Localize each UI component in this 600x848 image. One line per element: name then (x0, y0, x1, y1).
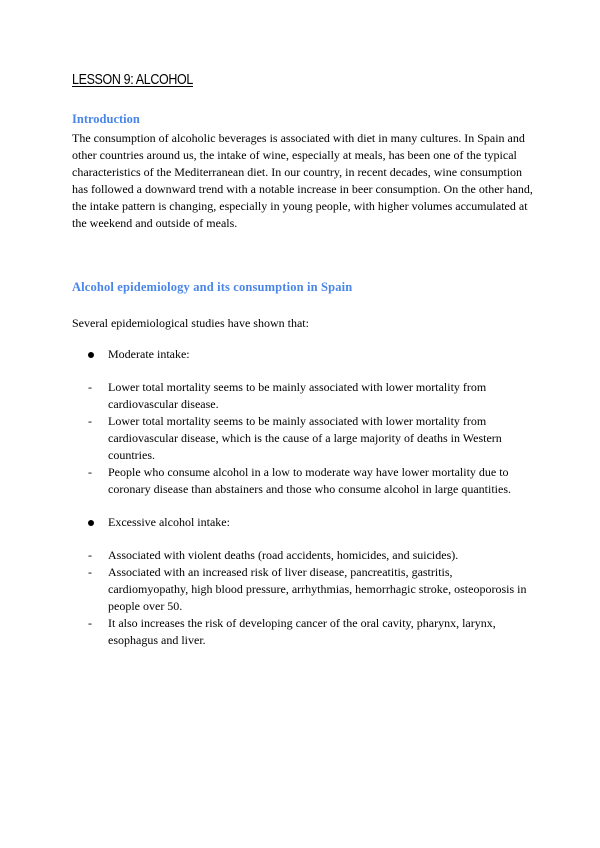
bullet-icon (88, 520, 94, 526)
introduction-paragraph: The consumption of alcoholic beverages is associated with diet in many cultures. In Spain and other countries around us, the intake of wine, especially at meals, has been one of the typical characteristics of the Mediterranean diet. In our country, in recent decades, wine consumption has followed a downward trend with a notable increase in beer consumption. On the other hand, the intake pattern is changing, especially in young people, with higher volumes accumulated at the weekend and outside of meals. (72, 131, 533, 230)
list-item (88, 547, 528, 564)
dash-marker: - (88, 616, 92, 630)
epidemiology-lead: Several epidemiological studies have shown that: (72, 316, 309, 330)
section-heading-epidemiology: Alcohol epidemiology and its consumption in Spain (72, 280, 353, 294)
list-item-text: Lower total mortality seems to be mainly associated with lower mortality from cardiovascular disease, which is the cause of a large majority of deaths in Western countries. (108, 414, 502, 462)
list-item-text: Lower total mortality seems to be mainly associated with lower mortality from cardiovascular disease. (108, 380, 487, 411)
list-item (88, 615, 528, 649)
list-item (88, 379, 528, 413)
excessive-intake-list (88, 547, 528, 649)
list-item (88, 413, 528, 464)
list-item-text: People who consume alcohol in a low to moderate way have lower mortality due to coronary disease than abstainers and those who consume alcohol in large quantities. (108, 465, 511, 496)
page-title: LESSON 9: ALCOHOL (72, 72, 193, 88)
list-item (88, 564, 528, 615)
list-item (88, 464, 528, 498)
bullet-label: Moderate intake: (108, 347, 190, 361)
bullet-label: Excessive alcohol intake: (108, 515, 230, 529)
dash-marker: - (88, 548, 92, 562)
dash-marker: - (88, 380, 92, 394)
dash-marker: - (88, 565, 92, 579)
dash-marker: - (88, 414, 92, 428)
list-item-text: Associated with an increased risk of liver disease, pancreatitis, gastritis, cardiomyopathy, high blood pressure, arrhythmias, hemorrhagic stroke, osteoporosis in people over 50. (108, 565, 527, 613)
bullet-icon (88, 352, 94, 358)
list-item-text: It also increases the risk of developing cancer of the oral cavity, pharynx, larynx, esophagus and liver. (108, 616, 496, 647)
moderate-intake-list (88, 379, 528, 498)
list-item-text: Associated with violent deaths (road accidents, homicides, and suicides). (108, 548, 459, 562)
dash-marker: - (88, 465, 92, 479)
section-heading-introduction: Introduction (72, 112, 140, 126)
